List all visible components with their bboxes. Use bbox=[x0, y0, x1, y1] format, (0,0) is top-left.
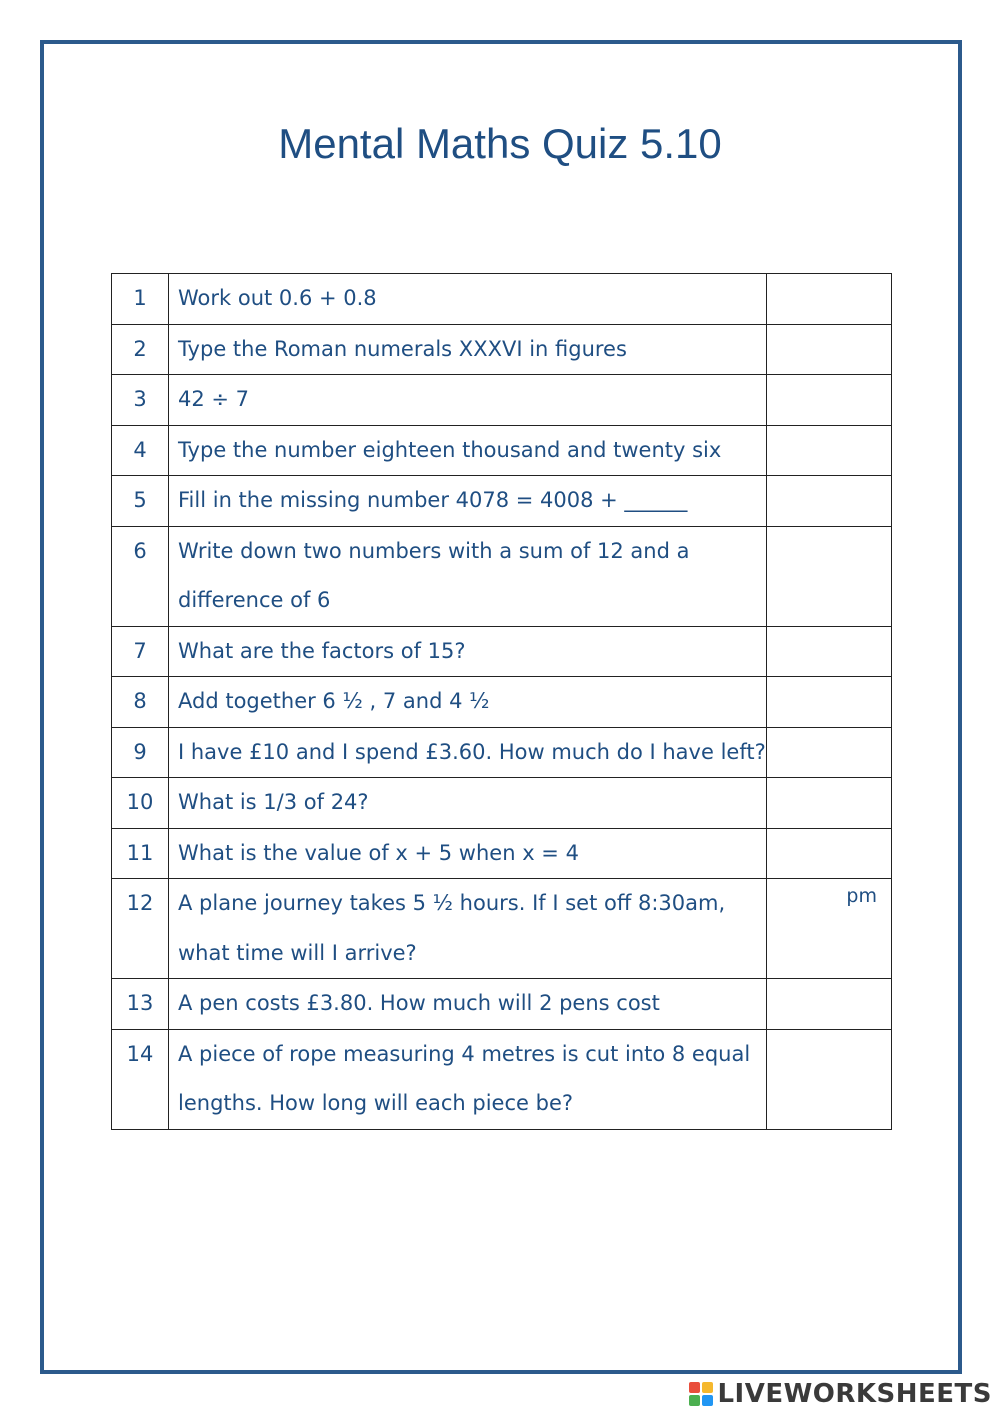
question-number: 2 bbox=[112, 324, 169, 375]
logo-square bbox=[702, 1395, 713, 1406]
table-row bbox=[112, 375, 892, 426]
answer-input[interactable] bbox=[767, 627, 891, 676]
answer-cell[interactable] bbox=[767, 1029, 892, 1129]
answer-cell[interactable] bbox=[767, 274, 892, 325]
brand-name: LIVEWORKSHEETS bbox=[717, 1379, 992, 1409]
answer-cell[interactable] bbox=[767, 979, 892, 1030]
question-text: Type the number eighteen thousand and twenty six bbox=[169, 425, 767, 476]
answer-input[interactable] bbox=[767, 325, 891, 374]
question-text: A plane journey takes 5 ½ hours. If I set off 8:30am, what time will I arrive? bbox=[169, 879, 767, 979]
question-number: 13 bbox=[112, 979, 169, 1030]
answer-input[interactable] bbox=[767, 979, 891, 1028]
answer-cell[interactable] bbox=[767, 879, 892, 979]
table-row bbox=[112, 526, 892, 626]
logo-square bbox=[702, 1382, 713, 1393]
question-number: 1 bbox=[112, 274, 169, 325]
table-row bbox=[112, 979, 892, 1030]
question-number: 7 bbox=[112, 626, 169, 677]
question-number: 5 bbox=[112, 476, 169, 527]
question-text: Work out 0.6 + 0.8 bbox=[169, 274, 767, 325]
answer-suffix: pm bbox=[846, 885, 877, 907]
question-text: What is the value of x + 5 when x = 4 bbox=[169, 828, 767, 879]
quiz-table bbox=[111, 273, 892, 1130]
answer-cell[interactable] bbox=[767, 425, 892, 476]
table-row bbox=[112, 879, 892, 979]
table-row bbox=[112, 778, 892, 829]
question-number: 14 bbox=[112, 1029, 169, 1129]
table-row bbox=[112, 677, 892, 728]
question-number: 4 bbox=[112, 425, 169, 476]
question-number: 3 bbox=[112, 375, 169, 426]
question-text: Write down two numbers with a sum of 12 and a difference of 6 bbox=[169, 526, 767, 626]
table-row bbox=[112, 828, 892, 879]
answer-input[interactable] bbox=[767, 728, 891, 777]
question-text: 42 ÷ 7 bbox=[169, 375, 767, 426]
answer-cell[interactable] bbox=[767, 778, 892, 829]
question-number: 6 bbox=[112, 526, 169, 626]
answer-cell[interactable] bbox=[767, 375, 892, 426]
answer-cell[interactable] bbox=[767, 727, 892, 778]
question-number: 11 bbox=[112, 828, 169, 879]
question-number: 12 bbox=[112, 879, 169, 979]
question-text: I have £10 and I spend £3.60. How much do I have left? bbox=[169, 727, 767, 778]
liveworksheets-logo-icon bbox=[689, 1382, 713, 1406]
table-row bbox=[112, 274, 892, 325]
answer-cell[interactable] bbox=[767, 526, 892, 626]
answer-cell[interactable] bbox=[767, 324, 892, 375]
page-title: Mental Maths Quiz 5.10 bbox=[278, 120, 722, 167]
logo-square bbox=[689, 1382, 700, 1393]
question-number: 8 bbox=[112, 677, 169, 728]
table-row bbox=[112, 626, 892, 677]
answer-input[interactable] bbox=[767, 476, 891, 525]
answer-input[interactable] bbox=[767, 426, 891, 475]
answer-input[interactable] bbox=[767, 375, 891, 424]
question-text: Fill in the missing number 4078 = 4008 + ______ bbox=[169, 476, 767, 527]
answer-input[interactable] bbox=[767, 1030, 891, 1079]
answer-input[interactable] bbox=[767, 778, 891, 827]
table-row bbox=[112, 425, 892, 476]
table-row bbox=[112, 727, 892, 778]
table-row bbox=[112, 324, 892, 375]
answer-cell[interactable] bbox=[767, 476, 892, 527]
answer-cell[interactable] bbox=[767, 828, 892, 879]
question-text: A pen costs £3.80. How much will 2 pens cost bbox=[169, 979, 767, 1030]
question-number: 9 bbox=[112, 727, 169, 778]
answer-input[interactable] bbox=[767, 274, 891, 323]
question-text: What are the factors of 15? bbox=[169, 626, 767, 677]
answer-input[interactable] bbox=[767, 677, 891, 726]
question-text: Type the Roman numerals XXXVI in figures bbox=[169, 324, 767, 375]
answer-input[interactable] bbox=[767, 527, 891, 576]
brand-watermark bbox=[689, 1379, 992, 1409]
question-text: A piece of rope measuring 4 metres is cut into 8 equal lengths. How long will each piece be? bbox=[169, 1029, 767, 1129]
logo-square bbox=[689, 1395, 700, 1406]
table-row bbox=[112, 476, 892, 527]
answer-input[interactable] bbox=[767, 829, 891, 878]
question-number: 10 bbox=[112, 778, 169, 829]
table-row bbox=[112, 1029, 892, 1129]
question-text: What is 1/3 of 24? bbox=[169, 778, 767, 829]
question-text: Add together 6 ½ , 7 and 4 ½ bbox=[169, 677, 767, 728]
answer-cell[interactable] bbox=[767, 626, 892, 677]
answer-cell[interactable] bbox=[767, 677, 892, 728]
